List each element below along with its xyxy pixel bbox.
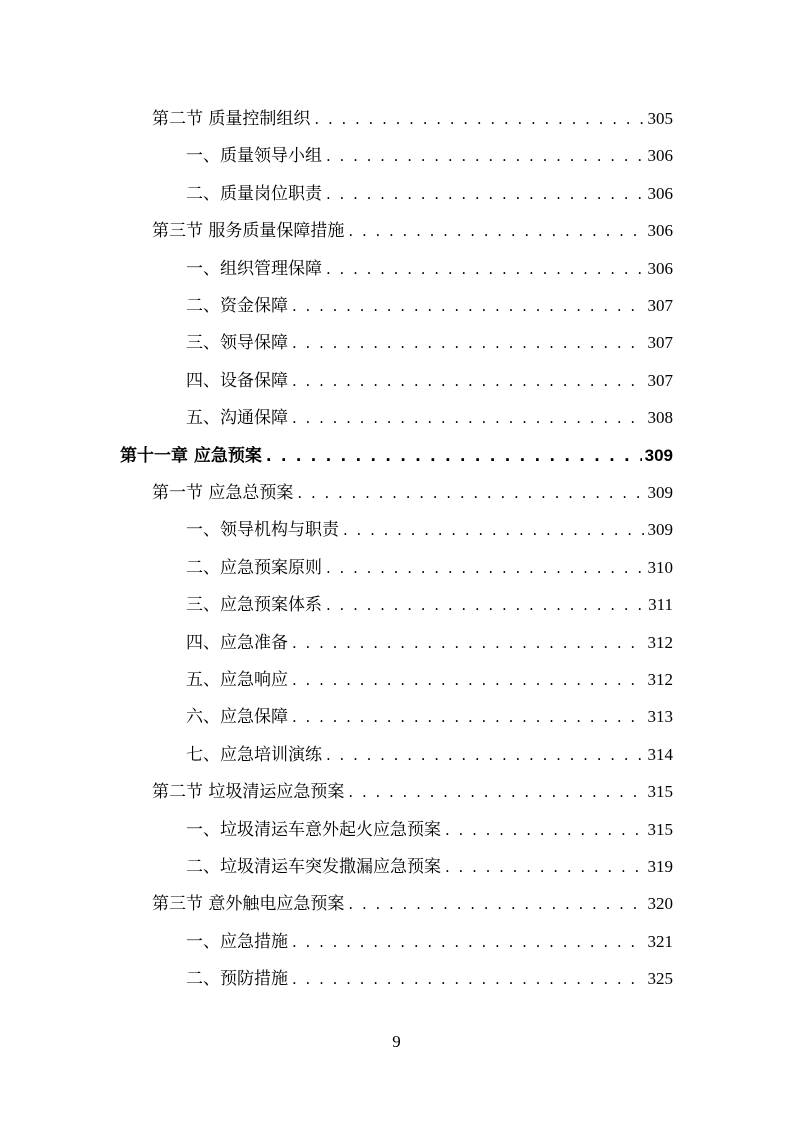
toc-entry-section[interactable] xyxy=(152,216,673,242)
toc-entry-title: 七、应急培训演练 xyxy=(186,745,322,765)
toc-entry-title: 第十一章 应急预案 xyxy=(120,446,262,466)
toc-entry-page: 306 xyxy=(647,184,673,203)
toc-entry-page: 312 xyxy=(647,633,673,652)
toc-entry-title: 第三节 意外触电应急预案 xyxy=(152,894,345,914)
dot-leader xyxy=(297,482,644,504)
dot-leader xyxy=(292,931,645,953)
toc-entry-item[interactable] xyxy=(186,553,673,579)
dot-leader xyxy=(292,295,645,317)
toc-entry-page: 306 xyxy=(647,221,673,240)
toc-entry-page: 309 xyxy=(644,446,673,465)
toc-entry-section[interactable] xyxy=(152,104,673,130)
toc-entry-item[interactable] xyxy=(186,403,673,429)
toc-entry-page: 314 xyxy=(647,745,673,764)
toc-entry-title: 一、垃圾清运车意外起火应急预案 xyxy=(186,820,441,840)
toc-entry-page: 307 xyxy=(647,371,673,390)
dot-leader xyxy=(292,669,645,691)
toc-entry-page: 311 xyxy=(648,595,673,614)
dot-leader xyxy=(326,744,645,766)
toc-entry-item[interactable] xyxy=(186,291,673,317)
toc-entry-item[interactable] xyxy=(186,702,673,728)
toc-entry-page: 310 xyxy=(647,558,673,577)
toc-entry-title: 第三节 服务质量保障措施 xyxy=(152,221,345,241)
toc-entry-item[interactable] xyxy=(186,141,673,167)
toc-entry-page: 309 xyxy=(647,483,673,502)
dot-leader xyxy=(292,632,645,654)
dot-leader xyxy=(326,258,645,280)
page-number: 9 xyxy=(392,1032,401,1051)
toc-entry-title: 一、应急措施 xyxy=(186,932,288,952)
toc-entry-page: 308 xyxy=(647,408,673,427)
toc-entry-item[interactable] xyxy=(186,815,673,841)
dot-leader xyxy=(292,968,645,990)
toc-entry-chapter[interactable] xyxy=(120,441,673,467)
dot-leader xyxy=(343,519,645,541)
toc-entry-item[interactable] xyxy=(186,628,673,654)
toc-entry-title: 四、设备保障 xyxy=(186,371,288,391)
toc-entry-page: 309 xyxy=(647,520,673,539)
toc-entry-title: 六、应急保障 xyxy=(186,707,288,727)
toc-entry-item[interactable] xyxy=(186,927,673,953)
dot-leader xyxy=(292,407,645,429)
toc-entry-page: 306 xyxy=(647,259,673,278)
toc-entry-item[interactable] xyxy=(186,590,673,616)
toc-entry-page: 305 xyxy=(647,109,673,128)
dot-leader xyxy=(326,594,645,616)
toc-entry-page: 325 xyxy=(647,969,673,988)
toc-entry-page: 313 xyxy=(647,707,673,726)
toc-entry-item[interactable] xyxy=(186,964,673,990)
toc-entry-page: 307 xyxy=(647,296,673,315)
toc-entry-title: 第一节 应急总预案 xyxy=(152,483,294,503)
toc-entry-item[interactable] xyxy=(186,665,673,691)
toc-entry-title: 二、应急预案原则 xyxy=(186,558,322,578)
toc-entry-page: 315 xyxy=(647,782,673,801)
toc-entry-title: 五、沟通保障 xyxy=(186,408,288,428)
toc-entry-page: 320 xyxy=(647,894,673,913)
dot-leader xyxy=(445,856,645,878)
toc-entry-page: 321 xyxy=(647,932,673,951)
toc-entry-item[interactable] xyxy=(186,366,673,392)
toc-entry-title: 三、领导保障 xyxy=(186,333,288,353)
toc-entry-title: 五、应急响应 xyxy=(186,670,288,690)
dot-leader xyxy=(445,819,645,841)
toc-entry-title: 第二节 垃圾清运应急预案 xyxy=(152,782,345,802)
dot-leader xyxy=(266,445,642,467)
dot-leader xyxy=(292,332,645,354)
toc-entry-section[interactable] xyxy=(152,777,673,803)
dot-leader xyxy=(326,183,645,205)
toc-entry-title: 一、领导机构与职责 xyxy=(186,520,339,540)
toc-entry-page: 307 xyxy=(647,333,673,352)
toc-entry-item[interactable] xyxy=(186,852,673,878)
toc-entry-title: 二、垃圾清运车突发撒漏应急预案 xyxy=(186,857,441,877)
toc-entry-title: 二、资金保障 xyxy=(186,296,288,316)
dot-leader xyxy=(348,220,644,242)
toc-entry-title: 二、预防措施 xyxy=(186,969,288,989)
toc-entry-page: 312 xyxy=(647,670,673,689)
dot-leader xyxy=(348,781,644,803)
dot-leader xyxy=(292,706,645,728)
dot-leader xyxy=(292,370,645,392)
toc-entry-page: 319 xyxy=(647,857,673,876)
toc-entry-item[interactable] xyxy=(186,328,673,354)
toc-entry-title: 第二节 质量控制组织 xyxy=(152,109,311,129)
toc-entry-item[interactable] xyxy=(186,254,673,280)
dot-leader xyxy=(326,145,645,167)
toc-entry-item[interactable] xyxy=(186,515,673,541)
toc-entry-section[interactable] xyxy=(152,478,673,504)
toc-entry-page: 306 xyxy=(647,146,673,165)
toc-entry-title: 二、质量岗位职责 xyxy=(186,184,322,204)
toc-entry-page: 315 xyxy=(647,820,673,839)
toc-entry-title: 一、组织管理保障 xyxy=(186,259,322,279)
dot-leader xyxy=(326,557,645,579)
toc-entry-title: 一、质量领导小组 xyxy=(186,146,322,166)
toc-entry-item[interactable] xyxy=(186,740,673,766)
toc-entry-title: 三、应急预案体系 xyxy=(186,595,322,615)
dot-leader xyxy=(314,108,644,130)
dot-leader xyxy=(348,893,644,915)
toc-entry-item[interactable] xyxy=(186,179,673,205)
toc-entry-section[interactable] xyxy=(152,889,673,915)
toc-entry-title: 四、应急准备 xyxy=(186,633,288,653)
